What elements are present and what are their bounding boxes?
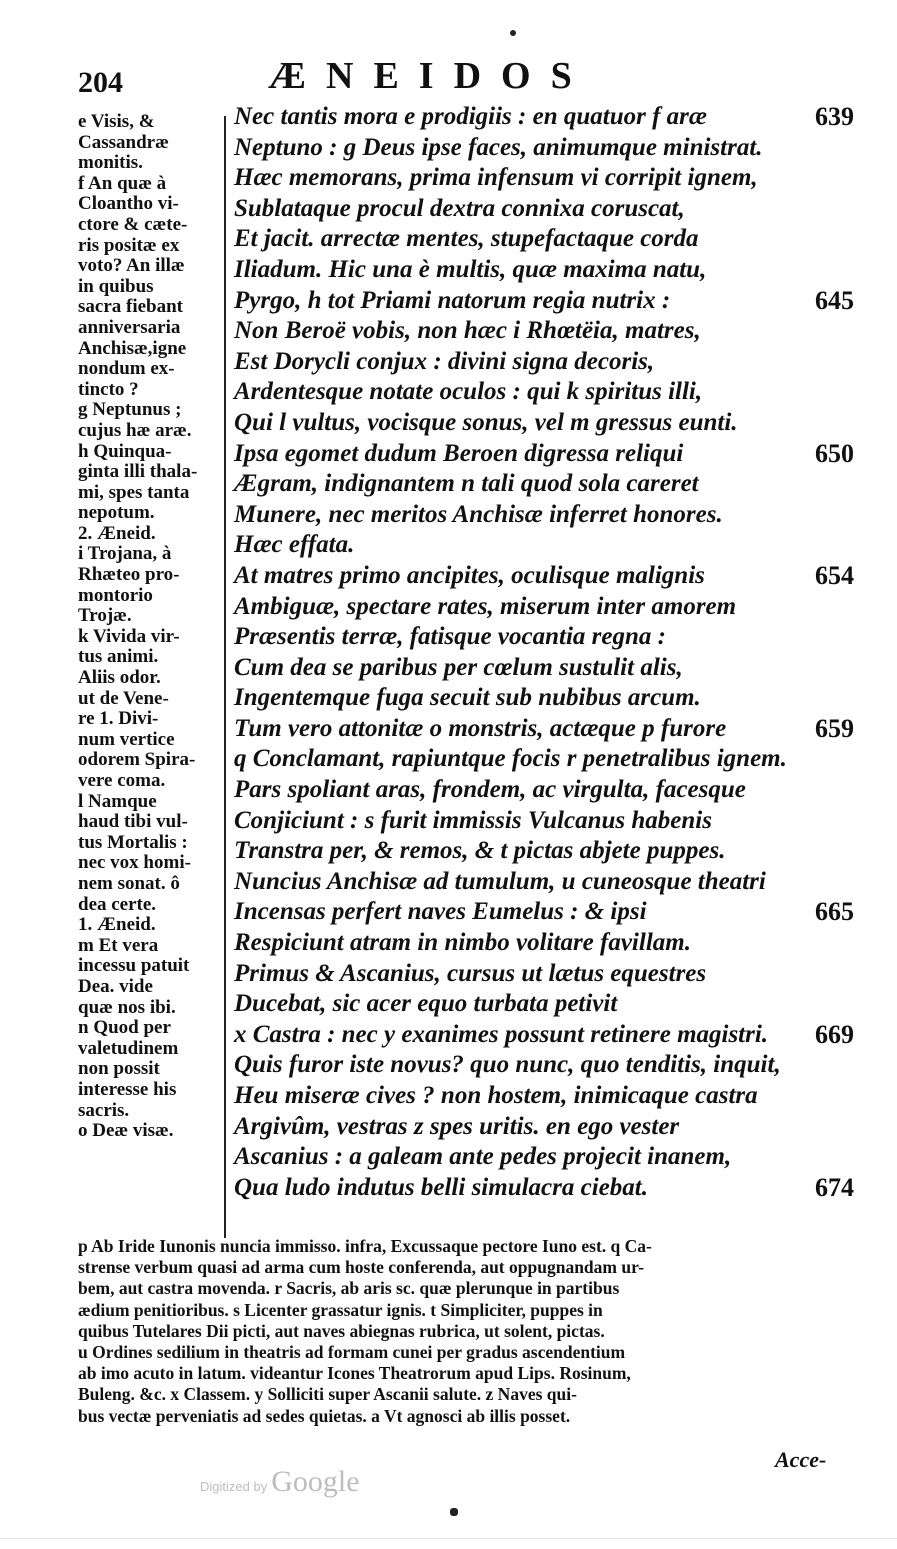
verse-line [234,1173,854,1204]
footnote-line: strense verbum quasi ad arma cum hoste conferenda, aut oppugnandam ur- [78,1257,645,1278]
verse-text-line: Pyrgo, h tot Priami natorum regia nutrix : [234,286,671,314]
marginal-note-line: mi, spes tanta [78,481,190,503]
marginal-note-line: Cloantho vi- [78,193,179,215]
verse-text-line: Quis furor iste novus? quo nunc, quo tenditis, inquit, [234,1051,781,1079]
marginal-note-line: f An quæ à [78,172,167,194]
marginal-note-line: quæ nos ibi. [78,996,176,1018]
specks [450,1508,458,1516]
marginal-note-line: tincto ? [78,378,139,400]
verse-line [234,194,854,225]
verse-line [234,500,854,531]
verse-line [234,102,854,133]
marginal-note-line: incessu patuit [78,955,190,977]
verse-text-line: Transtra per, & remos, & t pictas abjete puppes. [234,837,726,865]
marginal-note-line: valetudinem [78,1037,179,1059]
footnote-line: p Ab Iride Iunonis nuncia immisso. infra, Excussaque pectore Iuno est. q Ca- [78,1236,652,1256]
marginal-note-line: sacra fiebant [78,296,184,318]
verse-line [234,1050,854,1081]
marginal-note-line: nec vox homi- [78,852,191,874]
marginal-note-line: Anchisæ,igne [78,337,187,359]
marginal-note-line: num vertice [78,728,175,750]
column-rule [224,116,226,1238]
marginal-note-line: o Deæ visæ. [78,1120,174,1142]
marginal-note-line: Cassandræ [78,131,169,153]
verse-text-line: x Castra : nec y exanimes possunt retinere magistri. [234,1020,769,1048]
marginal-note-line: ctore & cæte- [78,213,188,235]
marginal-note-line: non possit [78,1058,160,1080]
verse-number: 659 [815,713,854,743]
marginal-note-line: re 1. Divi- [78,708,159,730]
marginal-note-line: l Namque [78,790,157,812]
verse-text-line: Cum dea se paribus per cœlum sustulit alis, [234,653,683,681]
verse-text-line: Nec tantis mora e prodigiis : en quatuor f aræ [234,103,707,130]
verse-line [234,867,854,898]
footnote-line: bem, aut castra movenda. r Sacris, ab aris sc. quæ plerunque in partibus [78,1278,620,1299]
marginal-note-line: 2. Æneid. [78,522,156,544]
marginal-note-line: voto? An illæ [78,255,185,277]
verse-number: 674 [815,1172,854,1202]
verse-line [234,622,854,653]
verse-text-line: Tum vero attonitæ o monstris, actæque p furore [234,714,727,742]
marginal-note-line: tus Mortalis : [78,831,188,853]
marginal-note-line: k Vivida vir- [78,625,180,647]
marginal-note-line: Rhæteo pro- [78,564,180,586]
marginal-note-line: nondum ex- [78,358,175,380]
verse-text-line: Conjiciunt : s furit immissis Vulcanus habenis [234,806,712,834]
verse-text-line: Ardentesque notate oculos : qui k spiritus illi, [234,378,703,406]
marginal-note-line: tus animi. [78,646,159,668]
footnotes [78,1236,850,1427]
verse-line [234,1142,854,1173]
verse-line [234,1020,854,1051]
marginal-note-line: in quibus [78,275,154,297]
verse-text-line: Hæc effata. [234,531,355,559]
verse-text-line: Respiciunt atram in nimbo volitare favillam. [234,929,691,957]
verse-line [234,806,854,837]
marginal-note-line: e Visis, & [78,111,155,132]
verse-text-line: Pars spoliant aras, frondem, ac virgulta, facesque [234,776,746,804]
footnote-line: ab imo acuto in latum. videantur Icones Theatrorum apud Lips. Rosinum, [78,1363,631,1384]
marginal-note-line: 1. Æneid. [78,914,156,936]
verse-text-line: q Conclamant, rapiuntque focis r penetralibus ignem. [234,745,787,773]
page-number: 204 [78,66,123,99]
verse-line [234,959,854,990]
marginal-note-line: cujus hæ aræ. [78,419,192,441]
verse-text-line: Qua ludo indutus belli simulacra ciebat. [234,1173,648,1201]
verse-line [234,163,854,194]
verse-line [234,561,854,592]
verse-line [234,224,854,255]
verse-text-line: Ægram, indignantem n tali quod sola careret [234,470,699,498]
verse-line [234,1112,854,1143]
google-logo: Google [271,1465,360,1498]
marginal-note-line: h Quinqua- [78,440,172,462]
verse-text-line: Munere, nec meritos Anchisæ inferret honores. [234,500,723,528]
verse-text-line: Hæc memorans, prima infensum vi corripit ignem, [234,164,758,192]
verse-text-line: Sublataque procul dextra connixa coruscat, [234,194,685,222]
marginal-note-line: i Trojana, à [78,543,172,565]
marginal-note-line: Aliis odor. [78,667,161,689]
marginal-note-line: monitis. [78,152,143,174]
marginal-note-line: dea certe. [78,893,157,915]
marginal-note-line: vere coma. [78,770,166,791]
marginal-note-line: ginta illi thala- [78,461,198,483]
watermark-prefix: Digitized by [200,1479,268,1494]
verse-text-line: Ascanius : a galeam ante pedes projecit inanem, [234,1143,732,1171]
marginal-note-line: ris positæ ex [78,234,180,256]
marginal-note-line: anniversaria [78,316,181,338]
verse-text-line: Præsentis terræ, fatisque vocantia regna : [234,623,666,651]
verse-line [234,928,854,959]
verse-text-line: Iliadum. Hic una è multis, quæ maxima natu, [234,255,707,283]
verse-line [234,775,854,806]
marginal-note-line: nepotum. [78,502,155,524]
verse-line [234,683,854,714]
verse-line [234,255,854,286]
catchword: Acce- [775,1447,827,1472]
verse-text-line: Nuncius Anchisæ ad tumulum, u cuneosque theatri [234,867,766,895]
verse-number: 654 [815,560,854,590]
verse-text-line: Primus & Ascanius, cursus ut lætus equestres [234,959,707,987]
verse-line [234,714,854,745]
marginal-note-line: m Et vera [78,934,159,956]
verse-line [234,1081,854,1112]
verse-line [234,836,854,867]
verse-text-line: Incensas perfert naves Eumelus : & ipsi [234,898,647,926]
marginal-note-line: Trojæ. [78,605,132,627]
verse-text-line: Non Beroë vobis, non hæc i Rhœtëia, matres, [234,317,701,345]
verse-number: 669 [815,1019,854,1049]
verse-line [234,744,854,775]
page-header [78,48,858,104]
verse-line [234,377,854,408]
footnote-line: u Ordines sedilium in theatris ad formam cunei per gradus ascendentium [78,1342,626,1363]
verse-text-line: Argivûm, vestras z spes uritis. en ego vester [234,1112,680,1140]
specks [510,30,516,36]
verse-line [234,653,854,684]
verse-line [234,592,854,623]
footnote-line: quibus Tutelares Dii picti, aut naves abiegnas rubrica, ut solent, pictas. [78,1320,605,1341]
verse-line [234,439,854,470]
verse-text-line: Qui l vultus, vocisque sonus, vel m gressus eunti. [234,408,738,436]
verse-text-line: Neptuno : g Deus ipse faces, animumque ministrat. [234,133,763,161]
marginal-note-line: odorem Spira- [78,749,196,771]
verse-text-line: Heu miseræ cives ? non hostem, inimicaque castra [234,1082,758,1109]
marginal-note-line: haud tibi vul- [78,811,188,833]
verse-line [234,989,854,1020]
marginal-note-line: g Neptunus ; [78,399,182,421]
verse-number: 639 [815,102,854,131]
marginal-notes [78,112,214,1142]
marginal-note-line: Dea. vide [78,975,153,997]
marginal-note-line: montorio [78,584,153,606]
verse-line [234,897,854,928]
verse-text-line: Ambiguæ, spectare rates, miserum inter amorem [234,592,737,620]
footnote-line: ædium penitioribus. s Licenter grassatur ignis. t Simpliciter, puppes in [78,1299,603,1320]
verse-line [234,316,854,347]
verse-text-line: Ipsa egomet dudum Beroen digressa reliqui [234,439,684,467]
marginal-note-line: n Quod per [78,1017,171,1039]
verse-text-line: Ducebat, sic acer equo turbata petivit [234,990,618,1018]
verse-text-line: Est Dorycli conjux : divini signa decoris, [234,347,655,375]
scan-edge [0,1538,897,1539]
marginal-note-line: nem sonat. ô [78,872,180,894]
marginal-note-line: ut de Vene- [78,687,169,709]
digitized-watermark [200,1465,360,1499]
verse-text-line: Et jacit. arrectæ mentes, stupefactaque corda [234,225,699,253]
marginal-note-line: interesse his [78,1078,177,1100]
verse-line [234,530,854,561]
verse-number: 650 [815,438,854,468]
verse-text-line: Ingentemque fuga secuit sub nubibus arcum. [234,684,701,712]
footnote-line: bus vectæ perveniatis ad sedes quietas. a Vt agnosci ab illis posset. [78,1405,571,1426]
verse-number: 665 [815,897,854,927]
verse-number: 645 [815,285,854,315]
verse-line [234,286,854,317]
verse-line [234,469,854,500]
marginal-note-line: sacris. [78,1099,130,1121]
verse-line [234,133,854,164]
footnote-line: Buleng. &c. x Classem. y Solliciti super Ascanii salute. z Naves qui- [78,1384,577,1405]
verse-text-line: At matres primo ancipites, oculisque malignis [234,561,705,589]
verse-text [234,102,854,1203]
running-title: ÆNEIDOS [268,55,592,97]
verse-line [234,408,854,439]
verse-line [234,347,854,378]
